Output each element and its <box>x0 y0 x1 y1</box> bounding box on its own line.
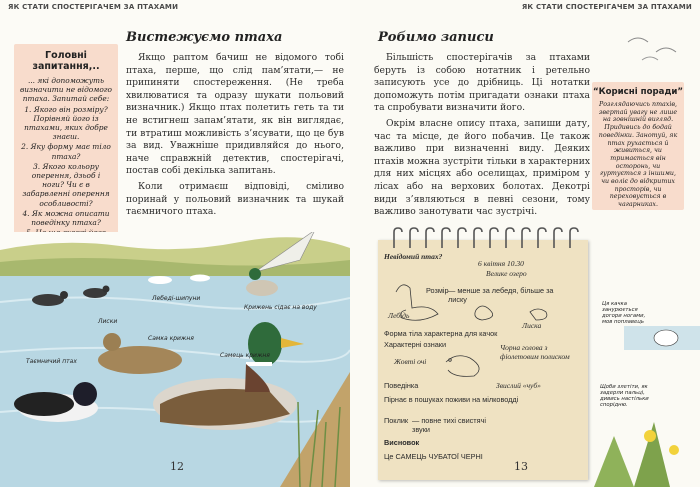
left-page-title: Вистежуємо птаха <box>126 30 283 45</box>
note-shape: Форма тіла характерна для качок <box>384 329 498 338</box>
note-crest: Звислий «чуб» <box>496 381 541 390</box>
label-drake: Самець крижня <box>220 352 270 359</box>
right-page-title: Робимо записи <box>378 30 494 45</box>
label-female-mallard: Самка крижня <box>148 335 194 342</box>
note-colour-label: Характерні ознаки <box>384 340 447 349</box>
label-swans: Лебеді-шипуни <box>152 295 201 302</box>
page-number-right: 13 <box>514 460 528 473</box>
note-coot: Лиска <box>522 321 542 330</box>
notebook-spiral <box>386 226 582 252</box>
note-swan: Лебідь <box>388 311 410 320</box>
paragraph: Більшість спостерігачів за птахами беруть із собою нотатник і ретельно записують усе до дрібниць. Ці нотатки допоможуть потім пригадати ознаки птаха та спробувати визначити його. <box>374 52 590 114</box>
left-body-text <box>126 52 344 222</box>
note-call-label: Поклик <box>384 416 409 425</box>
questions-intro: ... які допоможуть визначити не відомого птаха. Запитай себе: <box>20 76 112 104</box>
note-call: — повне тихі свистячі звуки <box>412 416 487 434</box>
note-eyes: Жовті очі <box>394 357 427 366</box>
right-body-text <box>374 52 590 222</box>
note-date: 6 квітня 10.30 <box>478 259 524 268</box>
question-item: 1. Якого він розміру? Порівняй його із птахами, яких добре знаєш. <box>24 104 108 142</box>
note-behaviour: Пірнає в пошуках поживи на мілководді <box>384 395 519 404</box>
note-size-label: Розмір <box>426 286 449 295</box>
label-coots: Лиски <box>98 318 118 325</box>
note-conclusion-label: Висновок <box>384 438 420 447</box>
label-mallard-flying: Крижень сідає на воду <box>244 304 317 311</box>
note-head: Чорна голова з фіолетовим полиском <box>500 343 570 361</box>
note-place: Велике озеро <box>486 269 527 278</box>
running-head-right: ЯК СТАТИ СПОСТЕРІГАЧЕМ ЗА ПТАХАМИ <box>521 3 692 11</box>
paragraph: Окрім власне опису птаха, запиши дату, час та місце, де його побачив. Це також важливо при визначенні виду. Деяких птахів можна зустріти тільки в характерних для них місцях або оселищах, приміром у лісах або на верхових болотах. Декотрі види з’являються в певні сезони, тому важливо занотувати час зустрічі. <box>374 117 590 218</box>
paragraph: Якщо раптом бачиш не відомого тобі птаха, перше, що слід пам’ятати,— не припиняти спостереження. (Не треба хвилюватися та одразу шукати польовий визначник.) Якщо птах полетить геть та ти не встигнеш запам’ятати, як він виглядає, ти втратиш можливість з’ясувати, що це був за вид. Уважніше придивляйся до нього, наче справжній детектив, спостерігачі, постав собі декілька запитань. <box>126 52 344 177</box>
question-item: 2. Яку форму має тіло птаха? <box>21 142 111 161</box>
right-page <box>350 0 700 487</box>
note-behaviour-label: Поведінка <box>384 381 419 390</box>
flying-birds-illustration <box>622 28 692 68</box>
tips-title: “Корисні поради” <box>592 87 684 97</box>
questions-box <box>14 44 118 252</box>
note-heading: Невідомий птах? <box>384 252 443 261</box>
note-conclusion: Це САМЕЦЬ ЧУБАТОЇ ЧЕРНІ <box>384 452 483 461</box>
running-head-left: ЯК СТАТИ СПОСТЕРІГАЧЕМ ЗА ПТАХАМИ <box>8 3 179 11</box>
label-flap: Щоби злетіти, як задерли пальці, дивись настільки спорідню. <box>600 384 649 408</box>
paragraph: Коли отримаєш відповіді, сміливо поринай у польовий визначник та шукай таємничого птаха. <box>126 180 344 218</box>
question-item: 4. Як можна описати поведінку птаха? <box>22 208 110 228</box>
tips-box <box>592 82 684 210</box>
tips-text: Розглядаючись птахів, звертай увагу не лише на зовнішній вигляд. Придивись до бодай поведінки. Занотуй, як птах рухається й живиться, чи тримається він осторонь, чи гуртується з іншими, чи воліє до відкритих просторів, чи переховується в чагарниках. <box>598 101 678 209</box>
page-number-left: 12 <box>170 460 184 473</box>
questions-title: Головні запитання,.. <box>32 50 100 72</box>
question-item: 3. Якого кольору оперення, дзьоб і ноги? Чи є в забарвленні оперення особливості? <box>22 161 110 208</box>
note-size-text: — менше за лебедя, більше за лиску <box>448 286 554 304</box>
label-diving: Ця качка занурюється догори ногами, мов поплавець <box>602 301 646 325</box>
label-mystery-bird: Таємничий птах <box>26 358 77 365</box>
